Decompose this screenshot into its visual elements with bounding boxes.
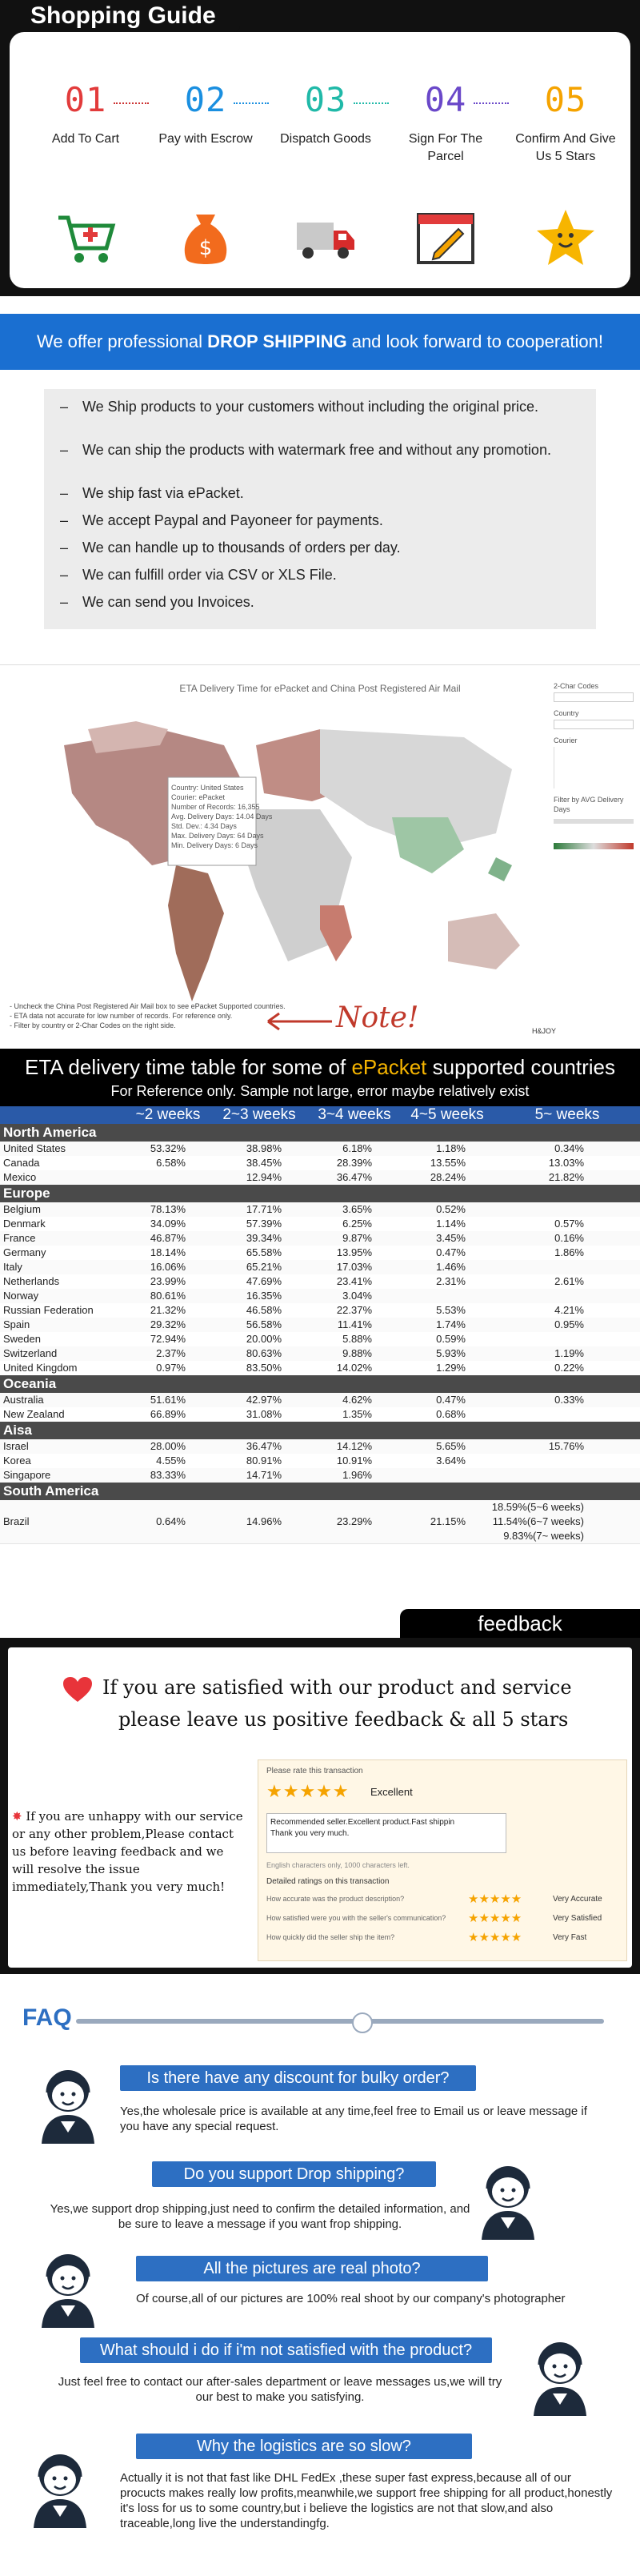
percent-cell: 0.52% xyxy=(436,1203,466,1215)
rating-answer: Very Satisfied xyxy=(553,1914,602,1923)
support-agent-icon xyxy=(524,2329,596,2418)
guide-step-3 xyxy=(274,80,378,148)
percent-cell: 28.24% xyxy=(430,1171,466,1183)
table-row xyxy=(0,1170,640,1186)
percent-cell: 9.87% xyxy=(342,1232,372,1244)
banner-text-pre: We offer professional xyxy=(36,331,208,351)
country-cell: Korea xyxy=(3,1455,31,1467)
percent-cell: 6.25% xyxy=(342,1218,372,1230)
rating-question: How accurate was the product description? xyxy=(266,1895,405,1903)
percent-cell: 17.71% xyxy=(246,1203,282,1215)
country-cell: Russian Federation xyxy=(3,1304,94,1316)
eta-column-header-row xyxy=(0,1106,640,1124)
percent-cell: 83.50% xyxy=(246,1362,282,1374)
percent-cell: 1.86% xyxy=(554,1246,584,1258)
step-label: Sign For The Parcel xyxy=(408,132,483,163)
column-header: 2~3 weeks xyxy=(222,1106,296,1123)
percent-cell: 20.00% xyxy=(246,1333,282,1345)
percent-cell: 12.94% xyxy=(246,1171,282,1183)
delivery-days-slider[interactable] xyxy=(554,819,634,824)
table-row xyxy=(0,1361,640,1376)
rating-excellent-label: Excellent xyxy=(370,1786,413,1798)
region-header: Europe xyxy=(0,1185,640,1202)
table-row xyxy=(0,1231,640,1246)
percent-cell: 0.57% xyxy=(554,1218,584,1230)
percent-cell: 0.59% xyxy=(436,1333,466,1345)
percent-cell: 1.74% xyxy=(436,1318,466,1330)
country-cell: Spain xyxy=(3,1318,30,1330)
country-filter-input[interactable] xyxy=(554,720,634,729)
country-cell: Switzerland xyxy=(3,1347,58,1359)
sign-document-icon xyxy=(414,207,478,271)
table-row xyxy=(0,1217,640,1232)
table-row xyxy=(0,1274,640,1290)
percent-cell: 0.16% xyxy=(554,1232,584,1244)
faq-question[interactable]: Why the logistics are so slow? xyxy=(136,2434,472,2459)
percent-cell: 14.02% xyxy=(336,1362,372,1374)
faq-answer: Yes,we support drop shipping,just need to confirm the detailed information, and be sure to leave a message if you want frop shipping. xyxy=(50,2202,470,2231)
percent-cell: 38.45% xyxy=(246,1157,282,1169)
percent-cell: 21.32% xyxy=(150,1304,186,1316)
percent-cell: 0.34% xyxy=(554,1142,584,1154)
region-header: Aisa xyxy=(0,1422,640,1439)
percent-cell: 2.61% xyxy=(554,1275,584,1287)
step-connector xyxy=(474,102,509,104)
feedback-unhappy-text: ✸ If you are unhappy with our service or any other problem,Please contact us before leaving feedback and we will resolve the issue immediately,Thank you very much! xyxy=(12,1809,243,1894)
feedback-tab: feedback xyxy=(400,1609,640,1638)
percent-cell: 0.64% xyxy=(156,1515,186,1527)
list-item: – We can handle up to thousands of orders per day. xyxy=(60,538,580,557)
country-cell: Australia xyxy=(3,1394,44,1406)
eta-table-subtitle: For Reference only. Sample not large, error maybe relatively exist xyxy=(110,1083,530,1099)
step-number: 02 xyxy=(184,80,227,119)
percent-cell: 1.96% xyxy=(342,1469,372,1481)
percent-cell: 0.68% xyxy=(436,1408,466,1420)
faq-answer: Just feel free to contact our after-sales department or leave messages us,we will try our best to make you satisfying. xyxy=(58,2375,502,2404)
percent-cell: 1.29% xyxy=(436,1362,466,1374)
feedback-comment-input[interactable]: Recommended seller.Excellent product.Fast shippin Thank you very much. xyxy=(266,1813,506,1853)
list-item: – We can fulfill order via CSV or XLS File. xyxy=(60,565,580,584)
faq-answer: Yes,the wholesale price is available at any time,feel free to Email us or leave message if you have any special request. xyxy=(120,2105,587,2133)
faq-question[interactable]: Is there have any discount for bulky order? xyxy=(120,2065,476,2091)
percent-cell: 78.13% xyxy=(150,1203,186,1215)
table-row xyxy=(0,1260,640,1275)
percent-cell: 5.88% xyxy=(342,1333,372,1345)
percent-cell: 47.69% xyxy=(246,1275,282,1287)
feedback-panel xyxy=(8,1647,632,1968)
table-row xyxy=(0,1246,640,1261)
percent-cell: 57.39% xyxy=(246,1218,282,1230)
money-bag-icon xyxy=(174,207,238,271)
list-item: – We Ship products to your customers without including the original price. xyxy=(60,397,580,416)
faq-answer: Of course,all of our pictures are 100% real shoot by our company's photographer xyxy=(136,2292,566,2305)
table-row xyxy=(0,1393,640,1408)
table-row xyxy=(0,1289,640,1304)
support-agent-icon xyxy=(32,2241,104,2329)
svg-text:$: $ xyxy=(198,236,213,260)
region-header: Oceania xyxy=(0,1375,640,1393)
map-notes: - Uncheck the China Post Registered Air Mail box to see ePacket Supported countries. - ETA data not accurate for low number of records. For reference only. - Filter by country or 2-Char Codes on the right side. xyxy=(10,1002,286,1029)
rate-label: Please rate this transaction xyxy=(266,1767,363,1776)
percent-cell: 36.47% xyxy=(336,1171,372,1183)
percent-cell: 13.55% xyxy=(430,1157,466,1169)
country-cell: Brazil xyxy=(3,1515,30,1527)
percent-cell: 23.29% xyxy=(336,1515,372,1527)
percent-cell: 38.98% xyxy=(246,1142,282,1154)
percent-cell: 0.95% xyxy=(554,1318,584,1330)
country-cell: Italy xyxy=(3,1261,22,1273)
percent-cell: 3.64% xyxy=(436,1455,466,1467)
percent-cell: 14.71% xyxy=(246,1469,282,1481)
country-cell: Sweden xyxy=(3,1333,41,1345)
faq-answer: Actually it is not that fast like DHL FedEx ,these super fast express,because all of our procucts makes really low profits,meanwhile,we support free shipping for all product,honestly it's loss for us to some country,but i believe the logistics are not that slow,and also traceable,long live the understandingfg. xyxy=(120,2471,613,2530)
percent-cell: 5.93% xyxy=(436,1347,466,1359)
percent-cell: 65.58% xyxy=(246,1246,282,1258)
percent-cell: 6.58% xyxy=(156,1157,186,1169)
list-item: – We can ship the products with watermark free and without any promotion. xyxy=(60,440,580,459)
faq-title: FAQ xyxy=(22,2004,72,2031)
char-count: English characters only, 1000 characters left. xyxy=(266,1861,410,1869)
table-row xyxy=(0,1202,640,1218)
percent-cell: 42.97% xyxy=(246,1394,282,1406)
table-row xyxy=(0,1407,640,1422)
step-connector xyxy=(114,102,149,104)
percent-cell: 21.15% xyxy=(430,1515,466,1527)
percent-cell: 1.14% xyxy=(436,1218,466,1230)
banner-text-post: and look forward to cooperation! xyxy=(346,331,604,351)
percent-cell: 23.99% xyxy=(150,1275,186,1287)
percent-cell: 0.47% xyxy=(436,1246,466,1258)
step-label: Add To Cart xyxy=(51,132,120,146)
percent-cell: 51.61% xyxy=(150,1394,186,1406)
percent-cell: 56.58% xyxy=(246,1318,282,1330)
world-map xyxy=(16,697,544,1017)
five-stars-rating[interactable]: ★★★★★ xyxy=(468,1892,522,1906)
faq-divider xyxy=(76,2019,604,2024)
map-tooltip: Country: United States Courier: ePacket Number of Records: 16,355 Avg. Delivery Days: 14.04 Days Std. Dev.: 4.34 Days Max. Delivery Days: 64 Days Min. Delivery Days: 6 Days xyxy=(171,784,273,849)
percent-cell: 14.12% xyxy=(336,1440,372,1452)
column-header: 3~4 weeks xyxy=(318,1106,391,1123)
step-number: 01 xyxy=(64,80,107,119)
support-agent-icon xyxy=(472,2153,544,2241)
faq-question[interactable]: What should i do if i'm not satisfied with the product? xyxy=(80,2337,492,2363)
percent-cell: 2.31% xyxy=(436,1275,466,1287)
eta-table-title: ETA delivery time table for some of ePacket supported countries xyxy=(24,1055,615,1079)
step-label: Confirm And Give Us 5 Stars xyxy=(515,132,616,163)
percent-cell: 5.53% xyxy=(436,1304,466,1316)
percent-cell: 0.22% xyxy=(554,1362,584,1374)
five-stars-rating[interactable]: ★★★★★ xyxy=(468,1912,522,1925)
table-row xyxy=(0,1500,640,1544)
percent-cell: 80.91% xyxy=(246,1455,282,1467)
percent-cell: 31.08% xyxy=(246,1408,282,1420)
percent-cell: 4.62% xyxy=(342,1394,372,1406)
rating-question: How quickly did the seller ship the item? xyxy=(266,1933,395,1941)
percent-cell: 1.18% xyxy=(436,1142,466,1154)
guide-step-4 xyxy=(394,80,498,166)
percent-cell: 4.55% xyxy=(156,1455,186,1467)
percent-cell: 18.14% xyxy=(150,1246,186,1258)
five-stars-rating[interactable]: ★★★★★ xyxy=(468,1931,522,1944)
faq-question[interactable]: Do you support Drop shipping? xyxy=(152,2161,436,2187)
list-item: – We can send you Invoices. xyxy=(60,592,580,612)
note-label: Note! xyxy=(336,1001,419,1034)
percent-cell: 16.06% xyxy=(150,1261,186,1273)
percent-cell: 21.82% xyxy=(548,1171,584,1183)
country-cell: Canada xyxy=(3,1157,40,1169)
percent-cell: 53.32% xyxy=(150,1142,186,1154)
percent-cell: 9.88% xyxy=(342,1347,372,1359)
five-stars-rating[interactable]: ★★★★★ xyxy=(266,1781,350,1801)
step-connector xyxy=(234,102,269,104)
country-cell: Israel xyxy=(3,1440,29,1452)
percent-cell: 16.35% xyxy=(246,1290,282,1302)
percent-cell: 66.89% xyxy=(150,1408,186,1420)
table-row xyxy=(0,1156,640,1171)
percent-cell: 3.65% xyxy=(342,1203,372,1215)
percent-cell: 72.94% xyxy=(150,1333,186,1345)
column-header: 4~5 weeks xyxy=(410,1106,484,1123)
country-cell: Norway xyxy=(3,1290,39,1302)
table-row xyxy=(0,1318,640,1333)
step-number: 04 xyxy=(424,80,467,119)
table-row xyxy=(0,1439,640,1455)
percent-cell: 13.95% xyxy=(336,1246,372,1258)
cart-icon xyxy=(54,207,118,271)
step-label: Pay with Escrow xyxy=(158,132,253,146)
percent-cell: 2.37% xyxy=(156,1347,186,1359)
percent-cell: 18.59%(5~6 weeks) 11.54%(6~7 weeks) 9.83%(7~ weeks) xyxy=(491,1501,584,1542)
delivery-truck-icon xyxy=(294,207,358,271)
country-cell: United Kingdom xyxy=(3,1362,78,1374)
percent-cell: 3.45% xyxy=(436,1232,466,1244)
flower-icon: ✸ xyxy=(12,1809,26,1824)
map-color-legend xyxy=(554,843,634,849)
map-credit: H&JOY xyxy=(532,1027,557,1035)
delivery-time-map xyxy=(0,664,640,1045)
drop-shipping-list xyxy=(44,389,596,629)
table-row xyxy=(0,1454,640,1469)
table-row xyxy=(0,1142,640,1157)
rating-answer: Very Fast xyxy=(553,1933,587,1942)
shopping-guide-title: Shopping Guide xyxy=(0,0,240,32)
percent-cell: 17.03% xyxy=(336,1261,372,1273)
percent-cell: 15.76% xyxy=(548,1440,584,1452)
percent-cell: 1.19% xyxy=(554,1347,584,1359)
percent-cell: 28.00% xyxy=(150,1440,186,1452)
faq-slider-handle xyxy=(352,2012,373,2033)
percent-cell: 80.61% xyxy=(150,1290,186,1302)
country-cell: United States xyxy=(3,1142,66,1154)
percent-cell: 11.41% xyxy=(337,1318,372,1330)
percent-cell: 0.47% xyxy=(436,1394,466,1406)
support-agent-icon xyxy=(24,2442,96,2530)
code-filter-input[interactable] xyxy=(554,692,634,702)
country-cell: New Zealand xyxy=(3,1408,65,1420)
percent-cell: 28.39% xyxy=(336,1157,372,1169)
guide-step-1 xyxy=(34,80,138,148)
smiling-star-icon xyxy=(534,207,598,271)
guide-step-5 xyxy=(514,80,618,166)
feedback-headline-2: please leave us positive feedback & all 5 stars xyxy=(118,1708,569,1731)
region-header: North America xyxy=(0,1124,640,1142)
country-cell: Denmark xyxy=(3,1218,46,1230)
country-cell: Netherlands xyxy=(3,1275,60,1287)
feedback-rating-card xyxy=(258,1759,627,1961)
list-item: – We accept Paypal and Payoneer for payments. xyxy=(60,511,580,530)
country-cell: France xyxy=(3,1232,36,1244)
country-cell: Mexico xyxy=(3,1171,37,1183)
percent-cell: 4.21% xyxy=(554,1304,584,1316)
percent-cell: 83.33% xyxy=(150,1469,186,1481)
percent-cell: 80.63% xyxy=(246,1347,282,1359)
country-cell: Germany xyxy=(3,1246,46,1258)
percent-cell: 46.58% xyxy=(246,1304,282,1316)
drop-shipping-banner xyxy=(0,314,640,370)
table-row xyxy=(0,1346,640,1362)
percent-cell: 0.33% xyxy=(554,1394,584,1406)
percent-cell: 29.32% xyxy=(150,1318,186,1330)
percent-cell: 14.96% xyxy=(246,1515,282,1527)
guide-step-2 xyxy=(154,80,258,148)
eta-table-header xyxy=(0,1049,640,1106)
table-row xyxy=(0,1468,640,1483)
percent-cell: 36.47% xyxy=(246,1440,282,1452)
banner-text-bold: DROP SHIPPING xyxy=(207,331,347,351)
list-item: – We ship fast via ePacket. xyxy=(60,484,580,503)
step-number: 05 xyxy=(544,80,587,119)
percent-cell: 6.18% xyxy=(342,1142,372,1154)
percent-cell: 13.03% xyxy=(548,1157,584,1169)
step-connector xyxy=(354,102,389,104)
percent-cell: 46.87% xyxy=(150,1232,186,1244)
courier-checkboxes[interactable] xyxy=(554,747,634,788)
heart-icon xyxy=(62,1676,93,1703)
percent-cell: 0.97% xyxy=(156,1362,186,1374)
map-title: ETA Delivery Time for ePacket and China Post Registered Air Mail xyxy=(179,683,461,694)
percent-cell: 22.37% xyxy=(336,1304,372,1316)
region-header: South America xyxy=(0,1483,640,1500)
rating-question: How satisfied were you with the seller's communication? xyxy=(266,1914,446,1922)
map-filter-panel: 2-Char Codes Country Courier Filter by AVG Delivery Days xyxy=(554,681,634,849)
faq-question[interactable]: All the pictures are real photo? xyxy=(136,2256,488,2281)
support-agent-icon xyxy=(32,2057,104,2145)
rating-answer: Very Accurate xyxy=(553,1895,602,1904)
country-cell: Belgium xyxy=(3,1203,41,1215)
percent-cell: 39.34% xyxy=(246,1232,282,1244)
column-header: 5~ weeks xyxy=(534,1106,600,1123)
percent-cell: 65.21% xyxy=(246,1261,282,1273)
step-number: 03 xyxy=(304,80,347,119)
percent-cell: 1.35% xyxy=(342,1408,372,1420)
country-cell: Singapore xyxy=(3,1469,51,1481)
percent-cell: 1.46% xyxy=(436,1261,466,1273)
column-header: ~2 weeks xyxy=(135,1106,201,1123)
detailed-ratings-label: Detailed ratings on this transaction xyxy=(266,1877,390,1886)
percent-cell: 23.41% xyxy=(336,1275,372,1287)
feedback-headline-1: If you are satisfied with our product and service xyxy=(102,1676,572,1699)
shopping-guide-panel xyxy=(10,32,630,288)
percent-cell: 3.04% xyxy=(342,1290,372,1302)
table-row xyxy=(0,1332,640,1347)
step-label: Dispatch Goods xyxy=(280,132,371,146)
percent-cell: 10.91% xyxy=(336,1455,372,1467)
percent-cell: 34.09% xyxy=(150,1218,186,1230)
percent-cell: 5.65% xyxy=(436,1440,466,1452)
table-row xyxy=(0,1303,640,1318)
